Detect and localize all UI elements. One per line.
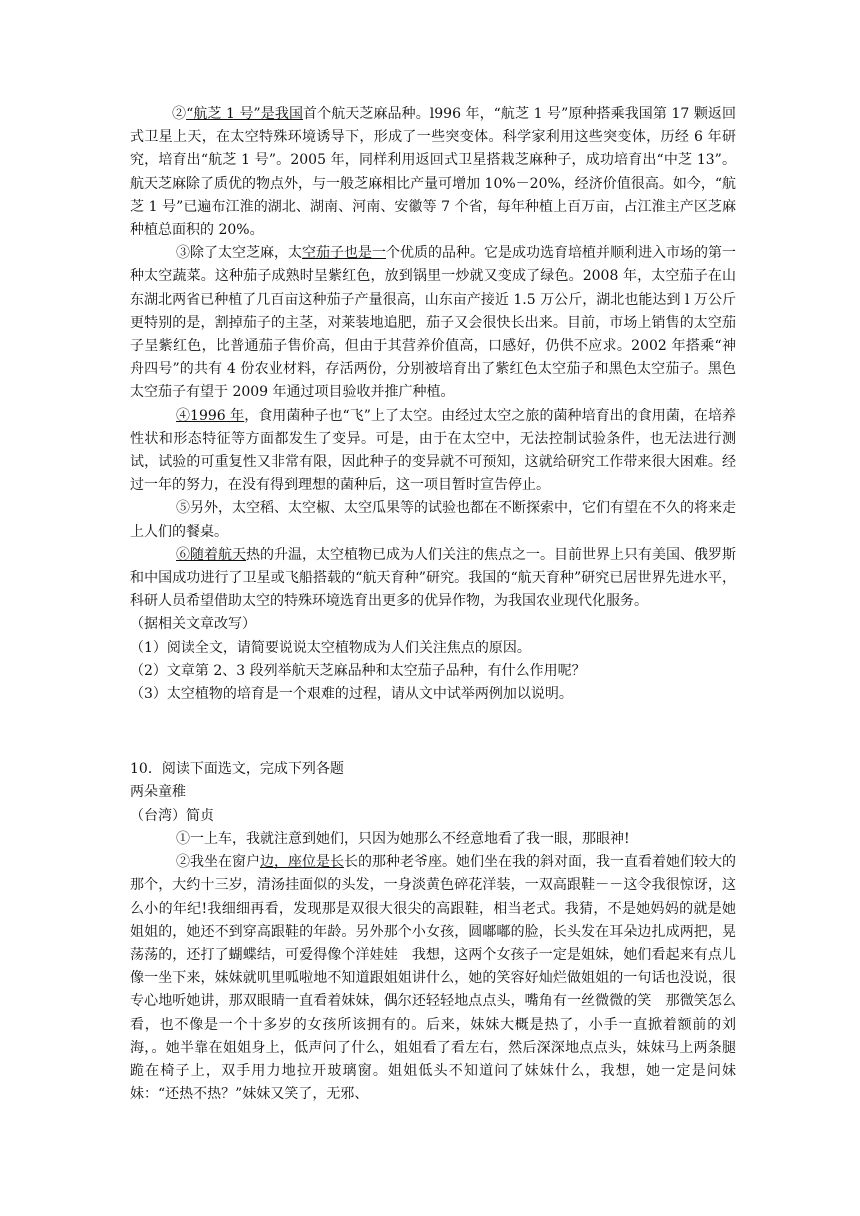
essay-paragraph-2 — [130, 851, 736, 1106]
paragraph-5 — [130, 497, 736, 543]
paragraph-text: 另外，太空稻、太空椒、太空瓜果等的试验也都在不断探索中，它们有望在不久的将来走上人们的餐桌。 — [130, 500, 736, 540]
paragraph-text: 热的升温，太空植物已成为人们关注的焦点之一。目前世界上只有美国、俄罗斯和中国成功进行了卫星或飞船搭载的“航天育种”研究。我国的“航天育种”研究已居世界先进水平，科研人员希望借助太空的特殊环境选育出更多的优异作物，为我国农业现代化服务。 — [130, 546, 736, 610]
paragraph-number: ① — [176, 830, 190, 847]
question-1: （1）阅读全文，请简要说说太空植物成为人们关注焦点的原因。 — [130, 639, 531, 656]
paragraph-6 — [130, 544, 736, 614]
paragraph-text-lead: 我坐在窗户 — [190, 854, 260, 871]
essay-paragraph-1 — [130, 828, 736, 851]
paragraph-number: ② — [176, 854, 190, 871]
source-note: （据相关文章改写） — [130, 616, 256, 633]
underlined-phrase: 边，座位是长 — [260, 854, 344, 871]
underlined-phrase: “航芝 1 号”是我国 — [186, 106, 304, 122]
underlined-phrase: ⑥随着航天 — [176, 546, 246, 563]
paragraph-3 — [130, 242, 736, 404]
essay-title: 两朵童稚 — [130, 784, 186, 801]
underlined-phrase: 空茄子也是一 — [302, 245, 386, 262]
underlined-phrase: ④1996 年 — [176, 407, 245, 424]
question-3: （3）太空植物的培育是一个艰难的过程，请从文中试举两例加以说明。 — [130, 686, 573, 703]
paragraph-text: 个优质的品种。它是成功选育培植并顺利进入市场的第一种太空蔬菜。这种茄子成熟时呈紫红色，放到锅里一炒就又变成了绿色。2008 年，太空茄子在山东湖北两省已种植了几百亩这种茄子产量很高，山东亩产接近 1.5 万公斤，湖北也能达到 l 万公斤更特别的是，割掉茄子的主茎，对莱装地追肥，茄子又会很快长出来。目前，市场上销售的太空茄子呈紫红色，比普通茄子售价高，但由于其营养价值高，口感好，仍供不应求。2002 年搭乘“神舟四号”的共有 4 份农业材料，存活两份，分别被培育出了紫红色太空茄子和黑色太空茄子。黑色太空茄子有望于 2009 年通过项目验收并推广种植。 — [130, 245, 736, 401]
paragraph-number: ② — [172, 106, 187, 122]
paragraph-number: ⑤ — [176, 500, 190, 517]
paragraph-text-lead: 除了太空芝麻，太 — [190, 245, 302, 262]
paragraph-4 — [130, 405, 736, 498]
question-2: （2）文章第 2、3 段列举航天芝麻品种和太空茄子品种，有什么作用呢？ — [130, 662, 586, 679]
document-page — [130, 103, 736, 1106]
essay-author: （台湾）简贞 — [130, 807, 214, 824]
paragraph-text: 首个航天芝麻品种。l996 年，“航芝 1 号”原种搭乘我国第 17 颗返回式卫星上天，在太空特殊环境诱导下，形成了一些突变体。科学家利用这些突变体，历经 6 年研究，培育出“航芝 1 号”。2005 年，同样利用返回式卫星搭栽芝麻种子，成功培育出“中芝 13”。航天芝麻除了质优的物点外，与一般芝麻相比产量可增加 10%－20%，经济价值很高。如今，“航芝 1 号”已遍布江淮的湖北、湖南、河南、安徽等 7 个省，每年种植上百万亩，占江淮主产区芝麻种植总面积的 20%。 — [130, 106, 737, 239]
paragraph-text: ，食用菌种子也“飞”上了太空。由经过太空之旅的菌种培育出的食用菌，在培养性状和形态特征等方面都发生了变异。可是，由于在太空中，无法控制试验条件，也无法进行测试，试验的可重复性又非常有限，因此种子的变异就不可预知，这就给研究工作带来很大困难。经过一年的努力，在没有得到理想的菌种后，这一项目暂时宣告停止。 — [130, 407, 736, 494]
paragraph-number: ③ — [176, 245, 190, 262]
paragraph-text: 长的那种老爷座。她们坐在我的斜对面，我一直看着她们较大的那个，大约十三岁，清汤挂面似的头发，一身淡黄色碎花洋装，一双高跟鞋－－这令我很惊讶，这么小的年纪!我细细再看，发现那是双很大很尖的高跟鞋，相当老式。我猜，不是她妈妈的就是她姐姐的，她还不到穿高跟鞋的年龄。另外那个小女孩，圆嘟嘟的脸，长头发在耳朵边扎成两把，晃荡荡的，还打了蝴蝶结，可爱得像个洋娃娃 我想，这两个女孩子一定是姐妹，她们看起来有点儿像一坐下来，妹妹就叽里呱啦地不知道跟姐姐讲什么，她的笑容好灿烂做姐姐的一句话也没说，很专心地听她讲，那双眼睛一直看着妹妹，偶尔还轻轻地点点头，嘴角有一丝微微的笑 那微笑怎么看，也不像是一个十多岁的女孩所该拥有的。后来，妹妹大概是热了，小手一直掀着额前的刘海，。她半靠在姐姐身上，低声问了什么，姐姐看了看左右，然后深深地点点头，妹妹马上两条腿跪在椅子上，双手用力地拉开玻璃窗。姐姐低头不知道问了妹妹什么，我想，她一定是问妹妹：“还热不热？”妹妹又笑了，无邪、 — [130, 854, 736, 1103]
question-10-heading: 10．阅读下面选文，完成下列各题 — [130, 761, 344, 778]
section-spacer — [130, 706, 736, 758]
paragraph-text: 一上车，我就注意到她们，只因为她那么不经意地看了我一眼，那眼神! — [190, 830, 630, 847]
paragraph-2 — [130, 103, 736, 242]
